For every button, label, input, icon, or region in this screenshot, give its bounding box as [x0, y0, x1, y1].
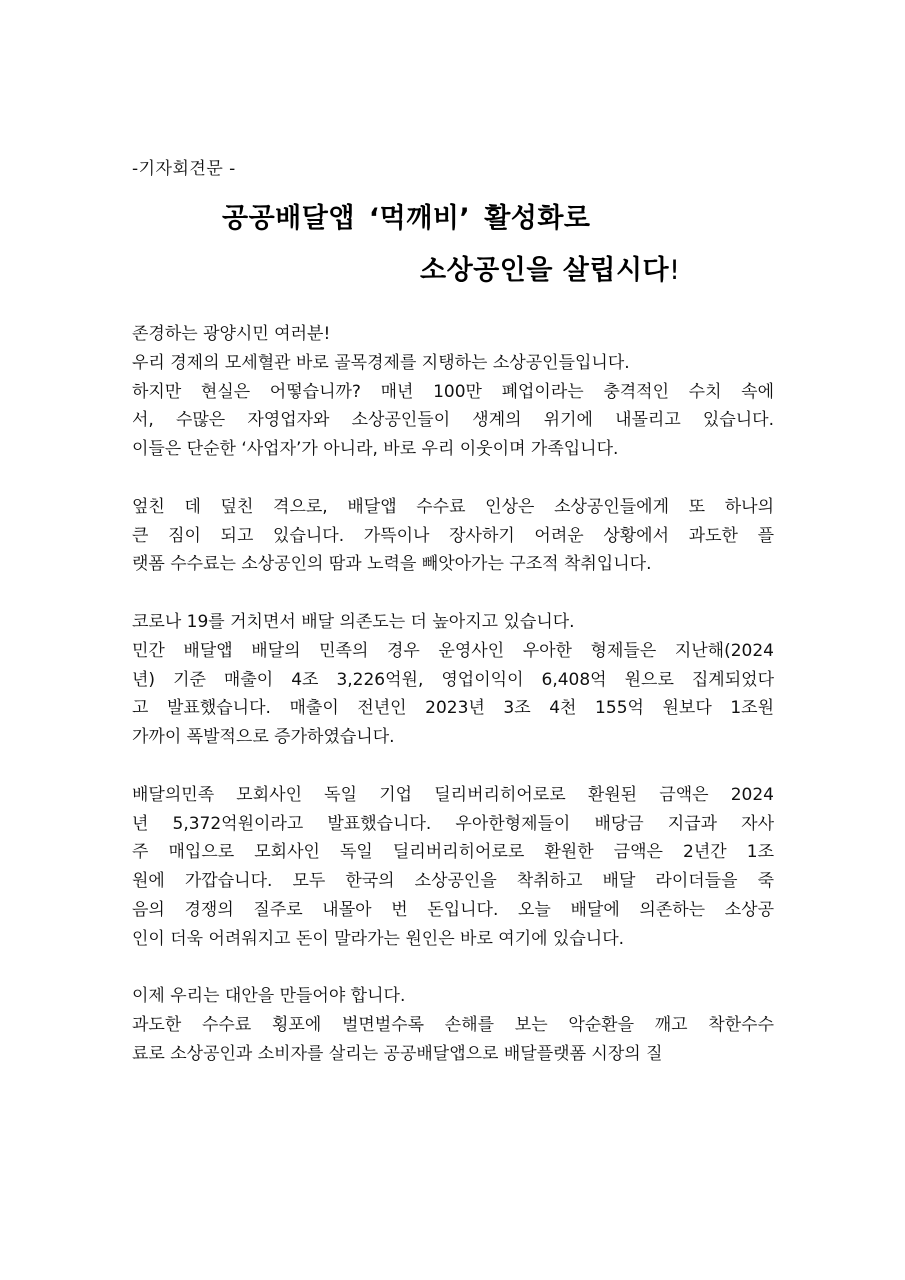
paragraph — [132, 493, 774, 579]
paragraph-line: 랫폼 수수료는 소상공인의 땀과 노력을 빼앗아가는 구조적 착취입니다. — [132, 554, 652, 575]
title-exclamation: ! — [669, 255, 681, 286]
paragraph-line: 년) 기준 매출이 4조 3,226억원, 영업이익이 6,408억 원으로 집계되었다 — [132, 669, 774, 690]
paragraph-line: 엎친 데 덮친 격으로, 배달앱 수수료 인상은 소상공인들에게 또 하나의 — [132, 496, 774, 517]
paragraph-line: 원에 가깝습니다. 모두 한국의 소상공인을 착취하고 배달 라이더들을 죽 — [132, 871, 774, 892]
document-body — [132, 320, 774, 1098]
paragraph-line: 우리 경제의 모세혈관 바로 골목경제를 지탱하는 소상공인들입니다. — [132, 352, 630, 373]
paragraph — [132, 608, 774, 752]
paragraph-line: 인이 더욱 어려워지고 돈이 말라가는 원인은 바로 여기에 있습니다. — [132, 928, 625, 949]
paragraph-line: 이들은 단순한 ‘사업자’가 아니라, 바로 우리 이웃이며 가족입니다. — [132, 439, 619, 460]
paragraph-line: 이제 우리는 대안을 만들어야 합니다. — [132, 986, 406, 1007]
title-slogan: 소상공인을 살립시다 — [420, 255, 670, 286]
paragraph-line: 배달의민족 모회사인 독일 기업 딜리버리히어로로 환원된 금액은 2024 — [132, 784, 774, 805]
paragraph — [132, 781, 774, 954]
paragraph — [132, 320, 774, 464]
title-part-1: 공공배달앱 — [222, 203, 355, 234]
paragraph-line: 서, 수많은 자영업자와 소상공인들이 생계의 위기에 내몰리고 있습니다. — [132, 410, 774, 431]
paragraph-line: 음의 경쟁의 질주로 내몰아 번 돈입니다. 오늘 배달에 의존하는 소상공 — [132, 899, 774, 920]
paragraph-line: 가까이 폭발적으로 증가하였습니다. — [132, 727, 395, 748]
paragraph-line: 존경하는 광양시민 여러분! — [132, 324, 331, 344]
paragraph-line: 하지만 현실은 어떻습니까? 매년 100만 폐업이라는 충격적인 수치 속에 — [132, 381, 774, 402]
title-line-2 — [420, 248, 680, 287]
paragraph — [132, 982, 774, 1068]
title-app-name: ‘먹깨비’ — [368, 203, 471, 234]
paragraph-line: 과도한 수수료 횡포에 벌면벌수록 손해를 보는 악순환을 깨고 착한수수 — [132, 1015, 774, 1036]
paragraph-line: 주 매입으로 모회사인 독일 딜리버리히어로로 환원한 금액은 2년간 1조 — [132, 842, 774, 863]
paragraph-line: 코로나 19를 거치면서 배달 의존도는 더 높아지고 있습니다. — [132, 611, 575, 632]
paragraph-line: 민간 배달앱 배달의 민족의 경우 운영사인 우아한 형제들은 지난해(2024 — [132, 640, 774, 661]
title-line-1 — [222, 196, 591, 235]
paragraph-line: 고 발표했습니다. 매출이 전년인 2023년 3조 4천 155억 원보다 1조원 — [132, 698, 774, 719]
paragraph-line: 큰 짐이 되고 있습니다. 가뜩이나 장사하기 어려운 상황에서 과도한 플 — [132, 525, 774, 546]
paragraph-line: 년 5,372억원이라고 발표했습니다. 우아한형제들이 배당금 지급과 자사 — [132, 813, 774, 834]
title-part-2: 활성화로 — [484, 203, 591, 234]
paragraph-line: 료로 소상공인과 소비자를 살리는 공공배달앱으로 배달플랫폼 시장의 질 — [132, 1043, 663, 1064]
document-type-label: -기자회견문 - — [132, 159, 236, 179]
